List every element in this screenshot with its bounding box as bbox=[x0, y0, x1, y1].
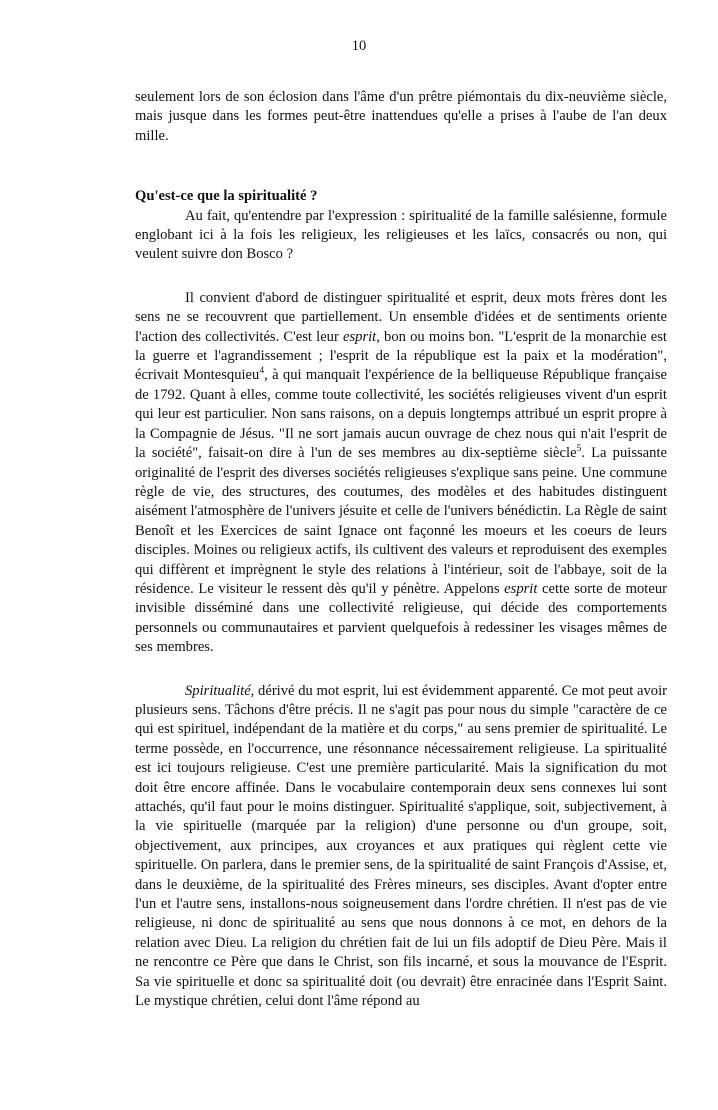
footnote-ref-5: 5 bbox=[576, 444, 582, 455]
esprit-emphasis-2: esprit bbox=[504, 580, 538, 597]
intro-paragraph: seulement lors de son éclosion dans l'âme d'un prêtre piémontais du dix-neuvième siècle, mais jusque dans les formes peut-être inattendues qu'elle a prises à l'aube de l'an deux mille. bbox=[135, 89, 667, 144]
esprit-text-3: , à qui manquait l'expérience de la belliqueuse République française de 1792. Quant à elles, comme toute collectivité, les sociétés religieuses vivent d'un esprit qui leur est particulier. Non sans raisons, on a depuis longtemps attribué un esprit propre à la Compagnie de Jésus. "Il ne sort jamais aucun ouvrage de chez nous qui n'ait l'esprit de la société", faisait-on dire à l'un de ses membres au dix-septième siècle bbox=[135, 367, 667, 462]
footnote-ref-4: 4 bbox=[259, 366, 265, 377]
esprit-emphasis-1: esprit bbox=[342, 328, 377, 345]
esprit-paragraph bbox=[135, 289, 667, 658]
spiritualite-paragraph bbox=[135, 682, 667, 1012]
page-body bbox=[135, 88, 667, 1011]
spiritualite-emphasis: Spiritualité bbox=[185, 682, 251, 699]
page-number: 10 bbox=[351, 38, 367, 54]
esprit-text-5: cette sorte de moteur invisible disséminé dans une collectivité religieuse, qui décide des comportements personnels ou communautaires et parvient quelquefois à redessiner les visages mêmes de ses membres. bbox=[135, 580, 667, 656]
esprit-text-1: Il convient d'abord de distinguer spiritualité et esprit, deux mots frères dont les sens ne se recouvrent que partiellement. Un ensemble d'idées et de sentiments oriente l'action des collectivités. C'est leur bbox=[135, 289, 667, 345]
question-paragraph: Au fait, qu'entendre par l'expression : spiritualité de la famille salésienne, formule englobant ici à la fois les religieux, les religieuses et les laïcs, consacrés ou non, qui veulent suivre don Bosco ? bbox=[135, 207, 667, 263]
esprit-text-2: , bon ou moins bon. "L'esprit de la monarchie est la guerre et l'agrandissement ; l'esprit de la république est la paix et la modération", écrivait Montesquieu bbox=[135, 328, 667, 384]
spiritualite-text: , dérivé du mot esprit, lui est évidemment apparenté. Ce mot peut avoir plusieurs sens. Tâchons d'être précis. Il ne s'agit pas pour nous du simple "caractère de ce qui est spirituel, indépendant de la matière et du corps," au sens premier de spiritualité. Le terme possède, en l'occurrence, une résonnance nécessairement religieuse. La spiritualité est ici toujours religieuse. C'est une première particularité. Mais la signification du mot doit être encore affinée. Dans le vocabulaire contemporain deux sens connexes lui sont attachés, qu'il faut pour le moins distinguer. Spiritualité s'applique, soit, subjectivement, à la vie spirituelle (marquée par la religion) d'une personne ou d'un groupe, soit, objectivement, aux principes, aux croyances et aux pratiques qui règlent cette vie spirituelle. On parlera, dans le premier sens, de la spiritualité de saint François d'Assise, et, dans le deuxième, de la spiritualité des Frères mineurs, ses disciples. Avant d'opter entre l'un et l'autre sens, installons-nous soigneusement dans l'ordre chrétien. Il n'est pas de vie religieuse, ni donc de spiritualité au sens que nous donnons à ce mot, en dehors de la relation avec Dieu. La religion du chrétien fait de lui un fils adoptif de Dieu Père. Mais il ne rencontre ce Père que dans le Christ, son fils incarné, et sous la mouvance de l'Esprit. Sa vie spirituelle et donc sa spiritualité doit (ou devrait) être enracinée dans l'Esprit Saint. Le mystique chrétien, celui dont l'âme répond au bbox=[135, 682, 667, 1010]
section-heading: Qu'est-ce que la spiritualité ? bbox=[135, 188, 318, 205]
esprit-text-4: . La puissante originalité de l'esprit des diverses sociétés religieuses s'explique sans peine. Une commune règle de vie, des structures, des coutumes, des modèles et des habitudes distinguent aisément l'atmosphère de l'univers jésuite et celle de l'univers bénédictin. La Règle de saint Benoît et les Exercices de saint Ignace ont façonné les moeurs et les coeurs de leurs disciples. Moines ou religieux actifs, ils cultivent des valeurs et reproduisent des exemples qui diffèrent et imprègnent le style des relations à l'intérieur, soit de l'abbaye, soit de la résidence. Le visiteur le ressent dès qu'il y pénètre. Appelons bbox=[135, 445, 667, 597]
